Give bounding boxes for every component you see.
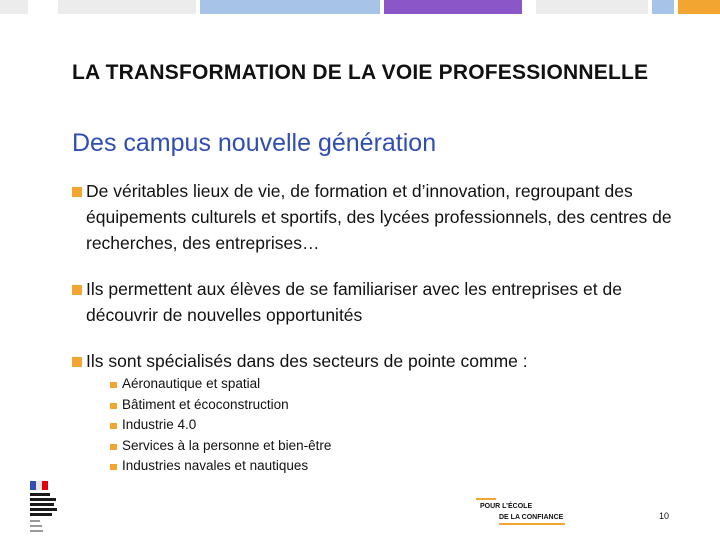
logo-text-line1: POUR L’ÉCOLE	[480, 503, 533, 510]
ecole-confiance-logo	[476, 494, 576, 530]
top-bar-blue-2	[652, 0, 674, 14]
sub-bullet-text: Aéronautique et spatial	[122, 376, 261, 391]
ministry-logo-motto-line	[30, 525, 42, 527]
sub-bullet-item	[110, 436, 510, 457]
bullet-square-icon	[72, 357, 82, 367]
bullet-item	[72, 348, 686, 374]
sub-bullet-list	[110, 374, 510, 477]
sub-bullet-item	[110, 456, 510, 477]
bullet-square-icon	[72, 187, 82, 197]
bullet-text: Ils permettent aux élèves de se familiariser avec les entreprises et de découvrir de nouvelles opportunités	[86, 279, 622, 325]
bullet-item	[72, 178, 686, 256]
sub-bullet-item	[110, 415, 510, 436]
bullet-text: Ils sont spécialisés dans des secteurs de pointe comme :	[86, 351, 528, 371]
sub-bullet-text: Bâtiment et écoconstruction	[122, 396, 289, 412]
ministry-logo	[27, 478, 87, 538]
bullet-text: De véritables lieux de vie, de formation et d’innovation, regroupant des équipements culturels et sportifs, des lycées professionnels, des centres de recherches, des entreprises…	[86, 181, 672, 253]
sub-bullet-square-icon	[110, 403, 117, 409]
top-bar-blue	[200, 0, 380, 14]
sub-bullet-square-icon	[110, 464, 117, 470]
page-number: 10	[658, 511, 669, 521]
top-color-bars	[0, 0, 720, 14]
sub-bullet-text: Industrie 4.0	[122, 417, 197, 432]
slide-title: LA TRANSFORMATION DE LA VOIE PROFESSIONNELLE	[72, 61, 649, 84]
bullet-item	[72, 276, 686, 328]
top-bar-orange	[678, 0, 720, 14]
ministry-logo-text-line	[30, 498, 56, 501]
logo-accent-line	[476, 498, 496, 500]
ministry-logo-text-line	[30, 513, 52, 516]
ministry-logo-motto-line	[30, 520, 40, 522]
sub-bullet-text: Industries navales et nautiques	[122, 458, 309, 473]
sub-bullet-item	[110, 374, 510, 395]
ministry-logo-text-line	[30, 493, 50, 496]
bullet-square-icon	[72, 285, 82, 295]
ministry-logo-motto-line	[30, 530, 43, 532]
logo-underline	[499, 523, 565, 525]
sub-bullet-text: Services à la personne et bien-être	[122, 437, 332, 453]
top-bar-purple	[384, 0, 522, 14]
top-bar-grey-2	[58, 0, 196, 14]
sub-bullet-square-icon	[110, 382, 117, 388]
sub-bullet-item	[110, 395, 510, 416]
top-bar-grey-1	[0, 0, 28, 14]
top-bar-grey-3	[536, 0, 648, 14]
french-flag-icon	[30, 481, 48, 490]
ministry-logo-text-line	[30, 508, 57, 511]
sub-bullet-square-icon	[110, 423, 117, 429]
sub-bullet-square-icon	[110, 444, 117, 450]
logo-text-line2: DE LA CONFIANCE	[499, 514, 564, 521]
slide-subtitle: Des campus nouvelle génération	[72, 129, 437, 157]
ministry-logo-text-line	[30, 503, 54, 506]
